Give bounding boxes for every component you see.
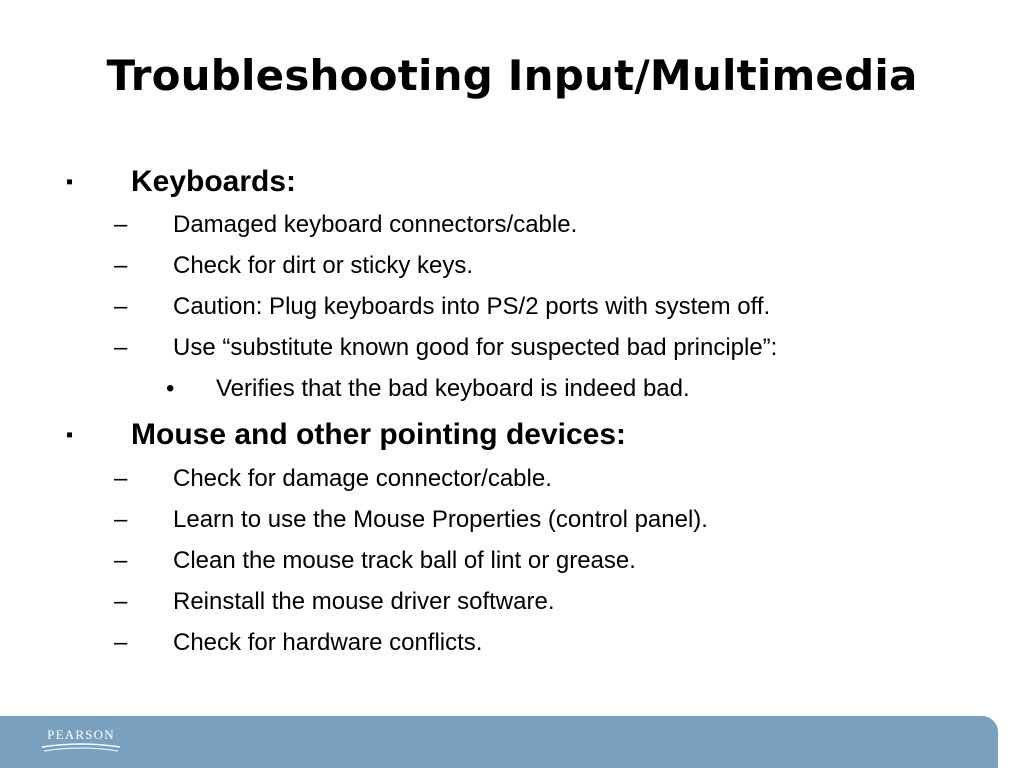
dash-bullet-icon: – (114, 465, 128, 492)
square-bullet-icon: ▪ (66, 424, 74, 446)
sub-bullet-text: Check for hardware conflicts. (173, 629, 483, 656)
sub-bullet-text: Clean the mouse track ball of lint or grease. (173, 547, 636, 574)
sub-sub-bullet-text: Verifies that the bad keyboard is indeed bad. (216, 375, 690, 402)
dash-bullet-icon: – (114, 334, 128, 361)
dash-bullet-icon: – (114, 629, 128, 656)
logo-swoosh-icon (40, 742, 122, 754)
round-bullet-icon: • (166, 375, 175, 402)
footer-bar (0, 716, 998, 768)
sub-bullet-text: Damaged keyboard connectors/cable. (173, 211, 578, 238)
bullet-heading: Keyboards: (131, 165, 297, 198)
bullet-heading: Mouse and other pointing devices: (131, 418, 627, 451)
sub-bullet-text: Learn to use the Mouse Properties (control panel). (173, 506, 708, 533)
dash-bullet-icon: – (114, 211, 128, 238)
slide-title: Troubleshooting Input/Multimedia (106, 51, 918, 100)
square-bullet-icon: ▪ (66, 171, 74, 193)
dash-bullet-icon: – (114, 547, 128, 574)
sub-bullet-text: Caution: Plug keyboards into PS/2 ports with system off. (173, 293, 771, 320)
sub-bullet-text: Reinstall the mouse driver software. (173, 588, 555, 615)
dash-bullet-icon: – (114, 252, 128, 279)
sub-bullet-text: Use “substitute known good for suspected bad principle”: (173, 334, 778, 361)
logo-text: PEARSON (47, 727, 115, 742)
sub-bullet-text: Check for damage connector/cable. (173, 465, 552, 492)
dash-bullet-icon: – (114, 506, 128, 533)
sub-bullet-text: Check for dirt or sticky keys. (173, 252, 474, 279)
pearson-logo (40, 728, 122, 754)
dash-bullet-icon: – (114, 293, 128, 320)
dash-bullet-icon: – (114, 588, 128, 615)
